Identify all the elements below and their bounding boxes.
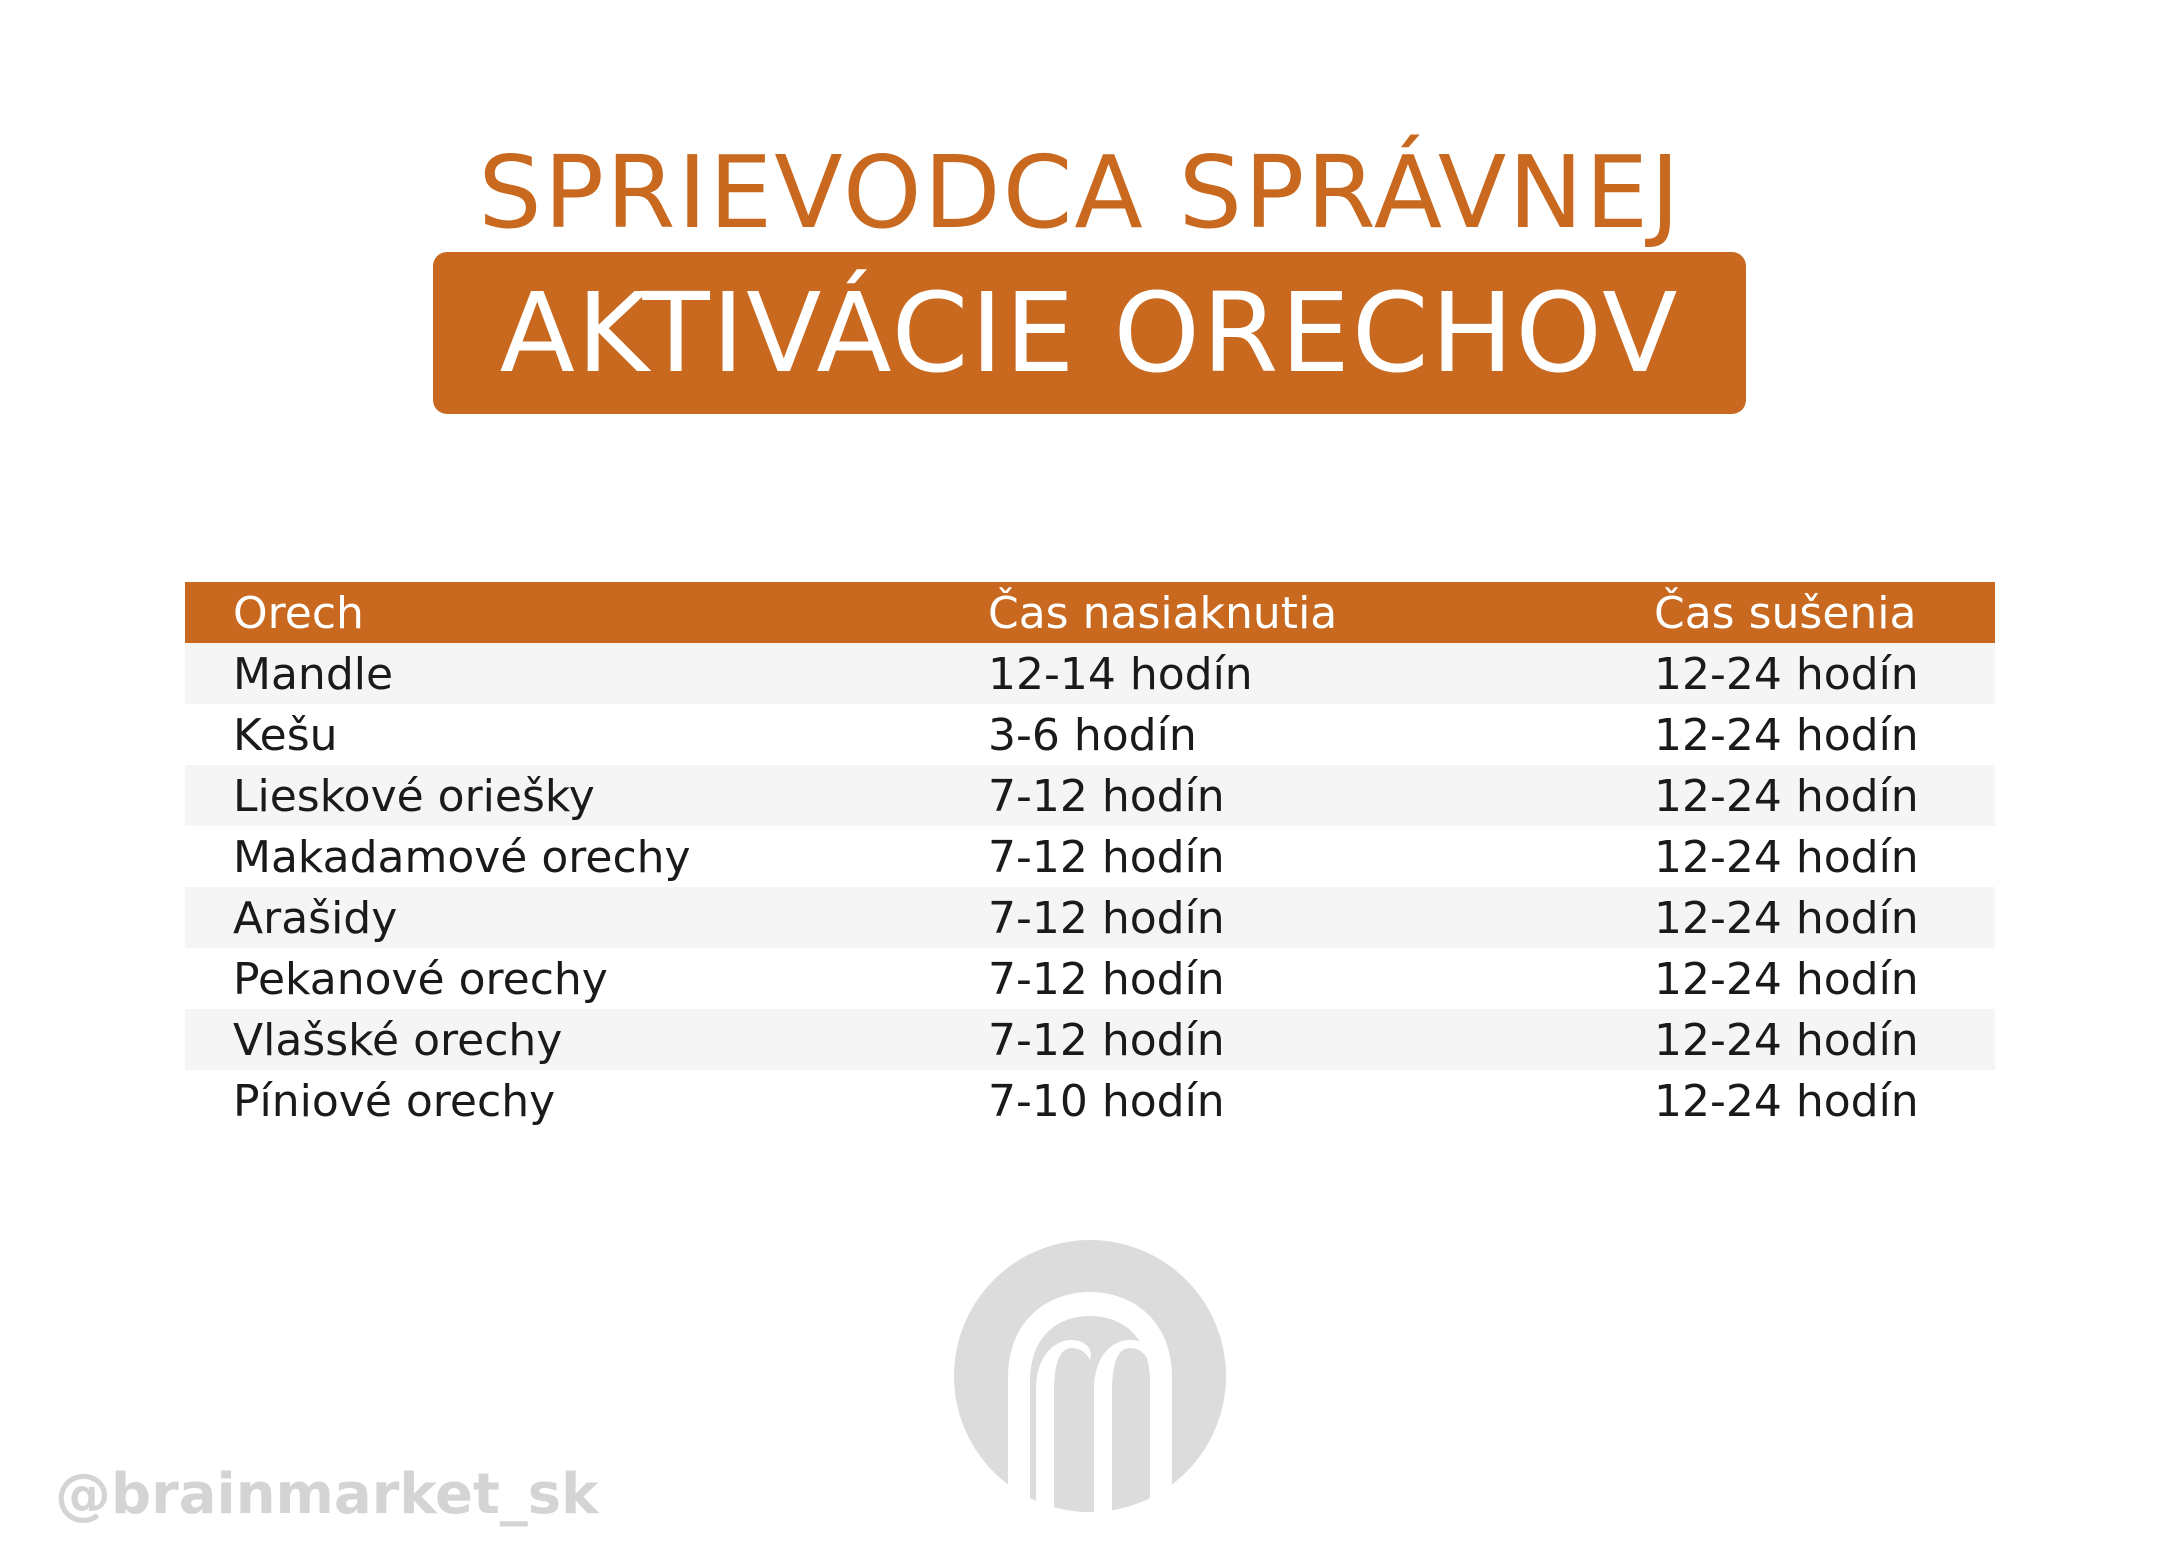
soaking-time: 7-12 hodín	[988, 954, 1225, 1005]
title-line-2: AKTIVÁCIE ORECHOV	[499, 269, 1680, 397]
header-soaking-time: Čas nasiaknutia	[988, 588, 1338, 639]
nut-name: Vlašské orechy	[233, 1015, 563, 1066]
table-row	[185, 1009, 1995, 1070]
table-row	[185, 948, 1995, 1009]
soaking-time: 7-12 hodín	[988, 893, 1225, 944]
nut-name: Makadamové orechy	[233, 832, 691, 883]
drying-time: 12-24 hodín	[1654, 1015, 1919, 1066]
table-row	[185, 704, 1995, 765]
title-line-1: SPRIEVODCA SPRÁVNEJ	[478, 134, 1682, 251]
drying-time: 12-24 hodín	[1654, 1076, 1919, 1127]
social-handle: @brainmarket_sk	[55, 1462, 599, 1527]
header-nut: Orech	[233, 588, 364, 639]
nut-name: Lieskové oriešky	[233, 771, 595, 822]
drying-time: 12-24 hodín	[1654, 954, 1919, 1005]
table-row	[185, 826, 1995, 887]
table-row	[185, 887, 1995, 948]
drying-time: 12-24 hodín	[1654, 710, 1919, 761]
soaking-time: 7-12 hodín	[988, 771, 1225, 822]
table-row	[185, 643, 1995, 704]
nut-name: Kešu	[233, 710, 338, 761]
table-row	[185, 1070, 1995, 1131]
table-row	[185, 765, 1995, 826]
soaking-time: 3-6 hodín	[988, 710, 1197, 761]
soaking-time: 7-12 hodín	[988, 832, 1225, 883]
table-header-row	[185, 582, 1995, 643]
nut-activation-table	[185, 582, 1995, 1131]
soaking-time: 7-10 hodín	[988, 1076, 1225, 1127]
nut-name: Mandle	[233, 649, 394, 700]
header-drying-time: Čas sušenia	[1654, 588, 1917, 639]
brainmarket-logo-icon	[954, 1240, 1226, 1512]
nut-name: Píniové orechy	[233, 1076, 556, 1127]
drying-time: 12-24 hodín	[1654, 893, 1919, 944]
drying-time: 12-24 hodín	[1654, 832, 1919, 883]
soaking-time: 12-14 hodín	[988, 649, 1253, 700]
nut-name: Pekanové orechy	[233, 954, 608, 1005]
drying-time: 12-24 hodín	[1654, 771, 1919, 822]
drying-time: 12-24 hodín	[1654, 649, 1919, 700]
title-banner	[433, 252, 1746, 414]
nut-name: Arašidy	[233, 893, 398, 944]
soaking-time: 7-12 hodín	[988, 1015, 1225, 1066]
